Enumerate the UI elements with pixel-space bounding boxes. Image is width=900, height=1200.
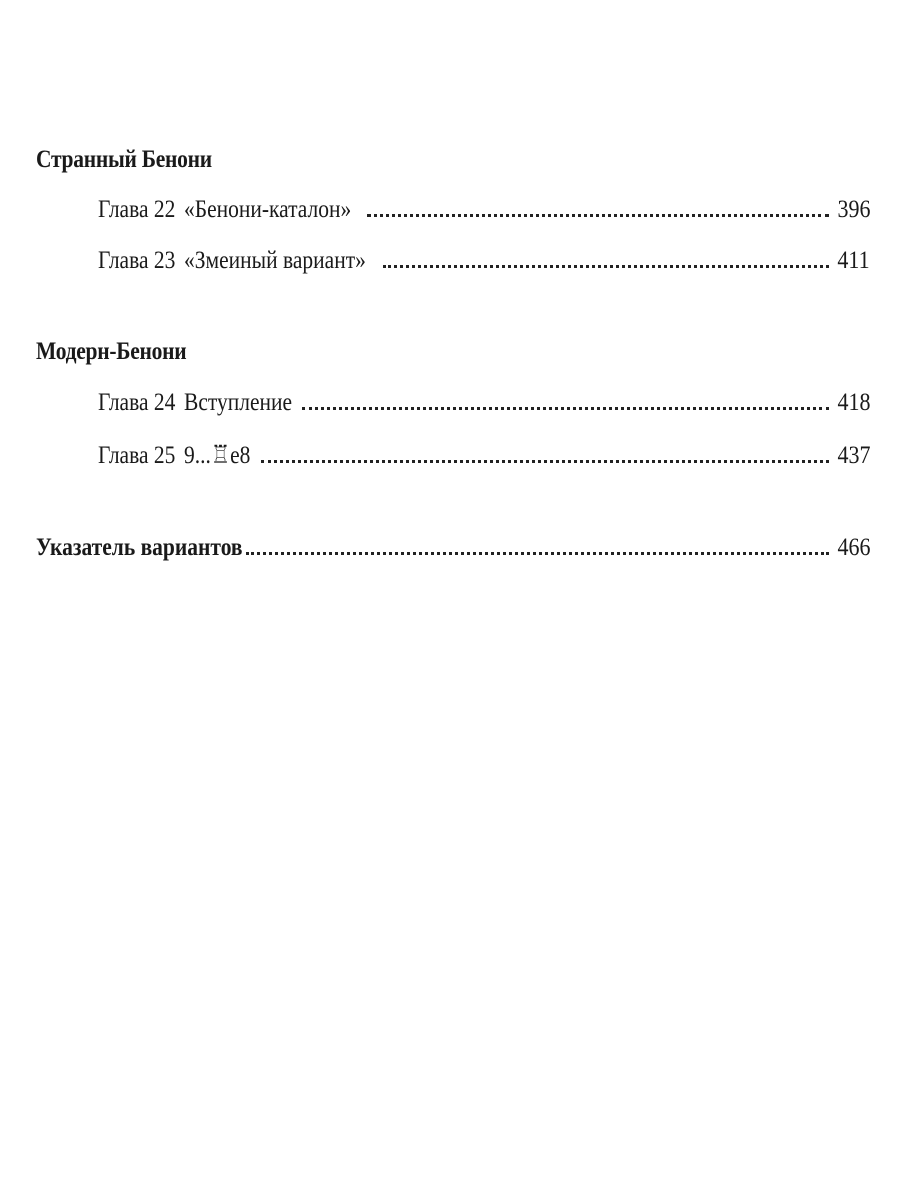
section-title: Модерн-Бенони bbox=[36, 338, 187, 365]
dot-leader bbox=[246, 551, 828, 555]
dot-leader bbox=[383, 264, 829, 268]
index-entry[interactable] bbox=[36, 534, 870, 562]
toc-entry[interactable] bbox=[98, 196, 870, 224]
chapter-title: Вступление bbox=[183, 389, 293, 416]
toc-entry[interactable] bbox=[98, 389, 870, 417]
chapter-number: Глава 22 bbox=[98, 196, 176, 223]
index-title: Указатель вариантов bbox=[36, 534, 243, 561]
toc-entry[interactable] bbox=[98, 247, 870, 275]
chapter-number: Глава 24 bbox=[98, 389, 176, 416]
section-title: Странный Бенони bbox=[36, 146, 212, 173]
toc-entry[interactable] bbox=[98, 440, 870, 470]
page-number: 437 bbox=[837, 442, 870, 469]
page-number: 418 bbox=[837, 389, 870, 416]
dot-leader bbox=[302, 406, 829, 410]
dot-leader bbox=[261, 459, 828, 463]
page-number: 396 bbox=[837, 196, 870, 223]
chapter-title: «Бенони-каталон» bbox=[183, 196, 352, 223]
chapter-number: Глава 23 bbox=[98, 247, 176, 274]
chapter-title: «Змеиный вариант» bbox=[183, 247, 366, 274]
chapter-title: 9...♖e8 bbox=[183, 442, 251, 469]
dot-leader bbox=[367, 213, 829, 217]
page-number: 411 bbox=[837, 247, 870, 274]
chapter-number: Глава 25 bbox=[98, 442, 176, 469]
page-number: 466 bbox=[837, 534, 870, 561]
